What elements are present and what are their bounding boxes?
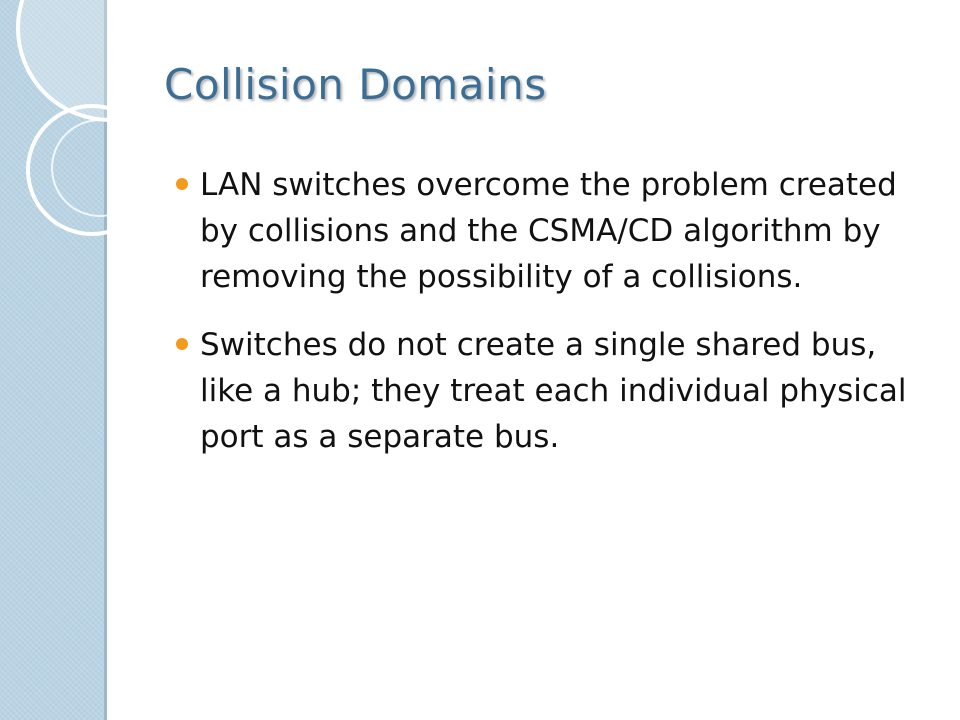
bullet-list [200,162,920,482]
bullet-item [200,322,920,460]
decorative-circles [0,0,160,260]
bullet-text: Switches do not create a single shared bus, like a hub; they treat each individual physical port as a separate bus. [200,327,907,455]
decorative-circle-top [18,0,160,120]
bullet-dot-icon [176,338,188,350]
slide-title: Collision Domains [164,60,547,109]
decorative-circle-inner [52,120,148,216]
bullet-text: LAN switches overcome the problem created by collisions and the CSMA/CD algorithm by removing the possibility of a collisions. [200,167,897,295]
bullet-item [200,162,920,300]
bullet-dot-icon [176,178,188,190]
